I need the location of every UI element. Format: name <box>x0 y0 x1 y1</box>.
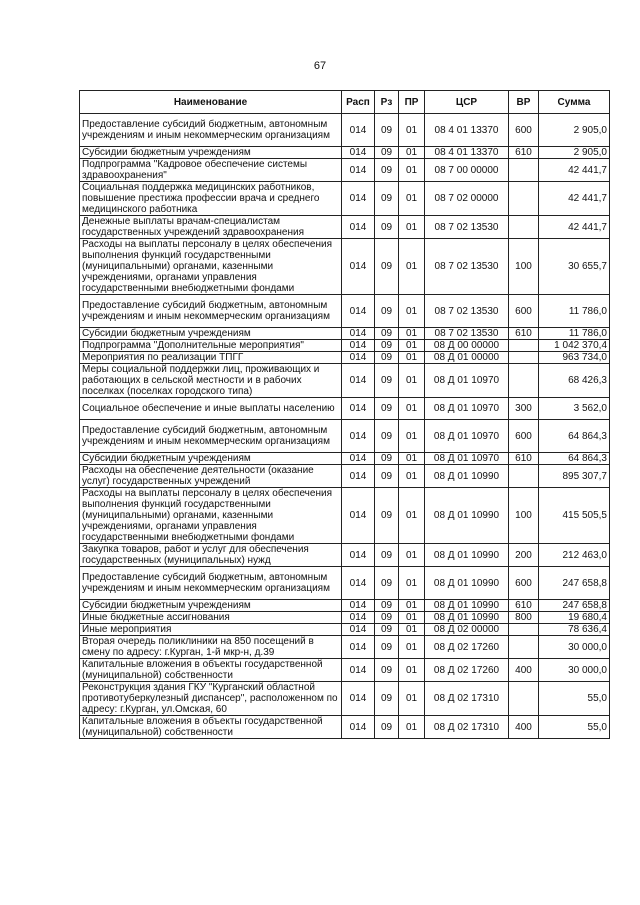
cell-name: Предоставление субсидий бюджетным, автономным учреждениям и иным некоммерческим организациям <box>80 567 342 600</box>
cell-sum: 19 680,4 <box>539 612 610 624</box>
cell-pr: 01 <box>399 567 425 600</box>
cell-rz: 09 <box>375 182 399 216</box>
cell-vr: 610 <box>509 328 539 340</box>
table-row <box>80 624 610 636</box>
cell-sum: 247 658,8 <box>539 600 610 612</box>
cell-rasp: 014 <box>342 716 375 739</box>
table-row <box>80 239 610 295</box>
cell-vr: 600 <box>509 420 539 453</box>
cell-rz: 09 <box>375 453 399 465</box>
cell-rz: 09 <box>375 488 399 544</box>
cell-name: Вторая очередь поликлиники на 850 посещений в смену по адресу: г.Курган, 1-й мкр-н, д.39 <box>80 636 342 659</box>
header-rasp: Расп <box>342 91 375 114</box>
table-row <box>80 567 610 600</box>
cell-name: Предоставление субсидий бюджетным, автономным учреждениям и иным некоммерческим организациям <box>80 420 342 453</box>
cell-sum: 55,0 <box>539 682 610 716</box>
table-row <box>80 420 610 453</box>
cell-csr: 08 4 01 13370 <box>425 114 509 147</box>
cell-sum: 30 000,0 <box>539 659 610 682</box>
cell-pr: 01 <box>399 465 425 488</box>
page-number: 67 <box>313 60 327 72</box>
cell-vr <box>509 216 539 239</box>
cell-csr: 08 Д 01 10970 <box>425 453 509 465</box>
cell-vr <box>509 465 539 488</box>
header-rz: Рз <box>375 91 399 114</box>
cell-sum: 247 658,8 <box>539 567 610 600</box>
cell-rz: 09 <box>375 216 399 239</box>
cell-rz: 09 <box>375 544 399 567</box>
cell-csr: 08 Д 01 10990 <box>425 567 509 600</box>
cell-rasp: 014 <box>342 295 375 328</box>
cell-name: Иные мероприятия <box>80 624 342 636</box>
cell-vr: 610 <box>509 453 539 465</box>
cell-pr: 01 <box>399 352 425 364</box>
cell-vr: 400 <box>509 716 539 739</box>
cell-csr: 08 7 02 13530 <box>425 295 509 328</box>
cell-rasp: 014 <box>342 114 375 147</box>
cell-name: Закупка товаров, работ и услуг для обеспечения государственных (муниципальных) нужд <box>80 544 342 567</box>
budget-table <box>79 90 610 739</box>
cell-rz: 09 <box>375 716 399 739</box>
cell-sum: 2 905,0 <box>539 147 610 159</box>
cell-rasp: 014 <box>342 328 375 340</box>
cell-name: Мероприятия по реализации ТПГГ <box>80 352 342 364</box>
cell-csr: 08 Д 01 10990 <box>425 465 509 488</box>
cell-pr: 01 <box>399 612 425 624</box>
table-row <box>80 659 610 682</box>
cell-csr: 08 Д 02 17310 <box>425 682 509 716</box>
cell-sum: 64 864,3 <box>539 420 610 453</box>
table-row <box>80 114 610 147</box>
cell-name: Подпрограмма "Кадровое обеспечение системы здравоохранения" <box>80 159 342 182</box>
cell-name: Реконструкция здания ГКУ "Курганский областной противотуберкулезный диспансер", расположенном по адресу: г.Курган, ул.Омская, 60 <box>80 682 342 716</box>
cell-pr: 01 <box>399 636 425 659</box>
cell-rasp: 014 <box>342 239 375 295</box>
cell-name: Субсидии бюджетным учреждениям <box>80 453 342 465</box>
cell-rasp: 014 <box>342 682 375 716</box>
cell-pr: 01 <box>399 328 425 340</box>
table-row <box>80 612 610 624</box>
cell-rz: 09 <box>375 352 399 364</box>
cell-rasp: 014 <box>342 567 375 600</box>
cell-name: Субсидии бюджетным учреждениям <box>80 147 342 159</box>
cell-rasp: 014 <box>342 624 375 636</box>
table-row <box>80 716 610 739</box>
cell-pr: 01 <box>399 453 425 465</box>
cell-sum: 3 562,0 <box>539 398 610 420</box>
cell-csr: 08 Д 02 17310 <box>425 716 509 739</box>
cell-name: Социальное обеспечение и иные выплаты населению <box>80 398 342 420</box>
cell-csr: 08 Д 01 10970 <box>425 364 509 398</box>
cell-sum: 2 905,0 <box>539 114 610 147</box>
cell-name: Иные бюджетные ассигнования <box>80 612 342 624</box>
cell-sum: 42 441,7 <box>539 159 610 182</box>
table-row <box>80 159 610 182</box>
cell-name: Капитальные вложения в объекты государственной (муниципальной) собственности <box>80 716 342 739</box>
cell-rasp: 014 <box>342 612 375 624</box>
cell-rz: 09 <box>375 239 399 295</box>
cell-vr: 200 <box>509 544 539 567</box>
cell-sum: 11 786,0 <box>539 295 610 328</box>
cell-rz: 09 <box>375 659 399 682</box>
cell-csr: 08 7 02 13530 <box>425 216 509 239</box>
header-sum: Сумма <box>539 91 610 114</box>
cell-rasp: 014 <box>342 340 375 352</box>
table-row <box>80 398 610 420</box>
table-row <box>80 682 610 716</box>
cell-sum: 42 441,7 <box>539 216 610 239</box>
cell-vr: 610 <box>509 600 539 612</box>
cell-sum: 30 655,7 <box>539 239 610 295</box>
cell-rz: 09 <box>375 567 399 600</box>
cell-vr <box>509 159 539 182</box>
cell-csr: 08 Д 02 17260 <box>425 659 509 682</box>
cell-name: Предоставление субсидий бюджетным, автономным учреждениям и иным некоммерческим организациям <box>80 295 342 328</box>
cell-vr: 600 <box>509 295 539 328</box>
table-row <box>80 364 610 398</box>
cell-name: Предоставление субсидий бюджетным, автономным учреждениям и иным некоммерческим организациям <box>80 114 342 147</box>
cell-sum: 78 636,4 <box>539 624 610 636</box>
cell-csr: 08 7 02 13530 <box>425 239 509 295</box>
cell-name: Расходы на выплаты персоналу в целях обеспечения выполнения функций государственными (муниципальными) органами, казенными учреждениями, органами управления государственными внебюджетными фондами <box>80 488 342 544</box>
header-csr: ЦСР <box>425 91 509 114</box>
cell-vr: 600 <box>509 567 539 600</box>
table-row <box>80 453 610 465</box>
cell-rz: 09 <box>375 612 399 624</box>
table-row <box>80 352 610 364</box>
cell-rasp: 014 <box>342 636 375 659</box>
cell-rz: 09 <box>375 328 399 340</box>
cell-sum: 212 463,0 <box>539 544 610 567</box>
cell-vr: 100 <box>509 488 539 544</box>
cell-pr: 01 <box>399 216 425 239</box>
cell-csr: 08 7 00 00000 <box>425 159 509 182</box>
table-row <box>80 328 610 340</box>
cell-rz: 09 <box>375 159 399 182</box>
cell-rasp: 014 <box>342 159 375 182</box>
cell-csr: 08 Д 01 10970 <box>425 420 509 453</box>
cell-pr: 01 <box>399 182 425 216</box>
cell-rasp: 014 <box>342 465 375 488</box>
cell-name: Социальная поддержка медицинских работников, повышение престижа профессии врача и среднего медицинского работника <box>80 182 342 216</box>
cell-rz: 09 <box>375 636 399 659</box>
cell-sum: 64 864,3 <box>539 453 610 465</box>
cell-name: Денежные выплаты врачам-специалистам государственных учреждений здравоохранения <box>80 216 342 239</box>
cell-sum: 963 734,0 <box>539 352 610 364</box>
header-vr: ВР <box>509 91 539 114</box>
cell-pr: 01 <box>399 420 425 453</box>
cell-sum: 42 441,7 <box>539 182 610 216</box>
table-row <box>80 340 610 352</box>
cell-csr: 08 7 02 00000 <box>425 182 509 216</box>
cell-pr: 01 <box>399 488 425 544</box>
cell-csr: 08 Д 01 10990 <box>425 612 509 624</box>
cell-vr: 800 <box>509 612 539 624</box>
table-row <box>80 216 610 239</box>
cell-rz: 09 <box>375 420 399 453</box>
cell-pr: 01 <box>399 624 425 636</box>
cell-rz: 09 <box>375 398 399 420</box>
table-header-row <box>80 91 610 114</box>
cell-vr <box>509 364 539 398</box>
cell-csr: 08 4 01 13370 <box>425 147 509 159</box>
cell-rz: 09 <box>375 147 399 159</box>
table-row <box>80 488 610 544</box>
cell-rasp: 014 <box>342 420 375 453</box>
cell-vr: 300 <box>509 398 539 420</box>
cell-rasp: 014 <box>342 488 375 544</box>
cell-csr: 08 Д 02 00000 <box>425 624 509 636</box>
cell-csr: 08 Д 01 10990 <box>425 544 509 567</box>
cell-csr: 08 Д 02 17260 <box>425 636 509 659</box>
cell-vr <box>509 682 539 716</box>
cell-rz: 09 <box>375 295 399 328</box>
cell-csr: 08 7 02 13530 <box>425 328 509 340</box>
cell-pr: 01 <box>399 600 425 612</box>
cell-rz: 09 <box>375 364 399 398</box>
cell-pr: 01 <box>399 398 425 420</box>
cell-pr: 01 <box>399 159 425 182</box>
cell-rz: 09 <box>375 624 399 636</box>
table-row <box>80 600 610 612</box>
cell-rz: 09 <box>375 682 399 716</box>
cell-vr: 610 <box>509 147 539 159</box>
cell-rz: 09 <box>375 600 399 612</box>
cell-rasp: 014 <box>342 600 375 612</box>
cell-rz: 09 <box>375 340 399 352</box>
cell-vr: 400 <box>509 659 539 682</box>
header-pr: ПР <box>399 91 425 114</box>
cell-vr <box>509 182 539 216</box>
cell-pr: 01 <box>399 340 425 352</box>
cell-rz: 09 <box>375 114 399 147</box>
cell-vr <box>509 340 539 352</box>
table-row <box>80 544 610 567</box>
cell-pr: 01 <box>399 147 425 159</box>
cell-name: Капитальные вложения в объекты государственной (муниципальной) собственности <box>80 659 342 682</box>
cell-csr: 08 Д 01 10970 <box>425 398 509 420</box>
cell-name: Расходы на выплаты персоналу в целях обеспечения выполнения функций государственными (муниципальными) органами, казенными учреждениями, органами управления государственными внебюджетными фондами <box>80 239 342 295</box>
cell-vr <box>509 636 539 659</box>
cell-name: Подпрограмма "Дополнительные мероприятия" <box>80 340 342 352</box>
cell-rasp: 014 <box>342 398 375 420</box>
cell-csr: 08 Д 01 10990 <box>425 488 509 544</box>
cell-rasp: 014 <box>342 453 375 465</box>
cell-sum: 11 786,0 <box>539 328 610 340</box>
cell-pr: 01 <box>399 114 425 147</box>
header-name: Наименование <box>80 91 342 114</box>
cell-vr: 600 <box>509 114 539 147</box>
cell-vr <box>509 352 539 364</box>
cell-pr: 01 <box>399 716 425 739</box>
table-row <box>80 295 610 328</box>
cell-sum: 1 042 370,4 <box>539 340 610 352</box>
cell-name: Субсидии бюджетным учреждениям <box>80 600 342 612</box>
table-row <box>80 182 610 216</box>
cell-csr: 08 Д 01 00000 <box>425 352 509 364</box>
cell-name: Расходы на обеспечение деятельности (оказание услуг) государственных учреждений <box>80 465 342 488</box>
cell-pr: 01 <box>399 239 425 295</box>
cell-vr <box>509 624 539 636</box>
cell-rasp: 014 <box>342 544 375 567</box>
cell-rasp: 014 <box>342 364 375 398</box>
cell-rasp: 014 <box>342 182 375 216</box>
cell-pr: 01 <box>399 544 425 567</box>
cell-rz: 09 <box>375 465 399 488</box>
cell-csr: 08 Д 00 00000 <box>425 340 509 352</box>
table-row <box>80 636 610 659</box>
cell-pr: 01 <box>399 364 425 398</box>
cell-rasp: 014 <box>342 147 375 159</box>
cell-sum: 895 307,7 <box>539 465 610 488</box>
cell-sum: 68 426,3 <box>539 364 610 398</box>
cell-sum: 55,0 <box>539 716 610 739</box>
cell-vr: 100 <box>509 239 539 295</box>
cell-rasp: 014 <box>342 352 375 364</box>
cell-rasp: 014 <box>342 216 375 239</box>
table-row <box>80 465 610 488</box>
cell-sum: 415 505,5 <box>539 488 610 544</box>
cell-pr: 01 <box>399 659 425 682</box>
cell-csr: 08 Д 01 10990 <box>425 600 509 612</box>
cell-pr: 01 <box>399 295 425 328</box>
cell-name: Субсидии бюджетным учреждениям <box>80 328 342 340</box>
table-row <box>80 147 610 159</box>
cell-sum: 30 000,0 <box>539 636 610 659</box>
cell-name: Меры социальной поддержки лиц, проживающих и работающих в сельской местности и в рабочих поселках (поселках городского типа) <box>80 364 342 398</box>
cell-pr: 01 <box>399 682 425 716</box>
cell-rasp: 014 <box>342 659 375 682</box>
